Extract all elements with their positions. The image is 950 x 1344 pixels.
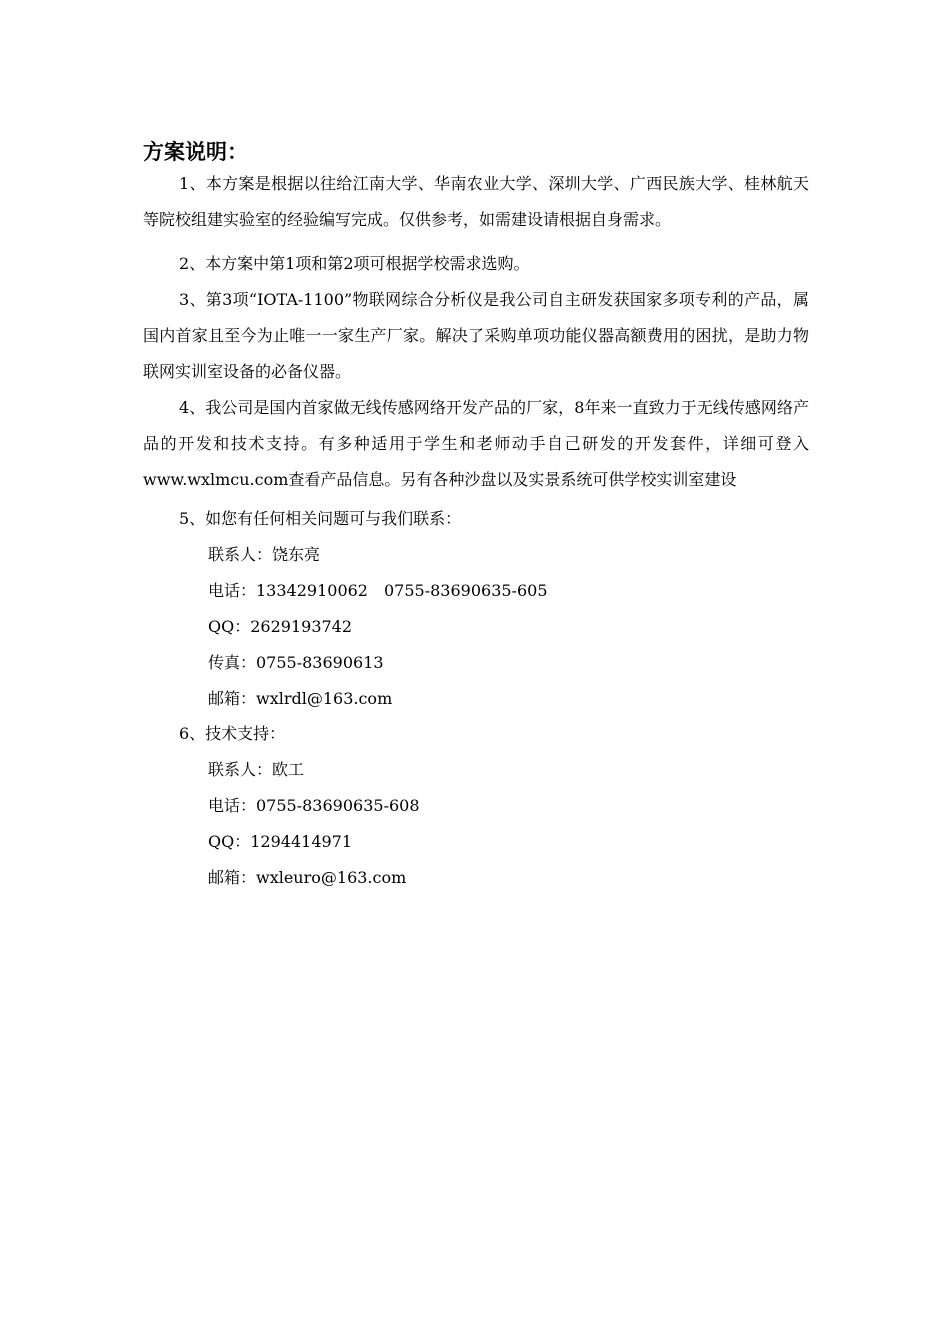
paragraph-item-3: 3、第3项“IOTA-1100”物联网综合分析仪是我公司自主研发获国家多项专利的产品，属国内首家且至今为止唯一一家生产厂家。解决了采购单项功能仪器高额费用的困扰，是助力物联网实训室设备的必备仪器。: [143, 290, 809, 381]
paragraph-item-1: 1、本方案是根据以往给江南大学、华南农业大学、深圳大学、广西民族大学、桂林航天等院校组建实验室的经验编写完成。仅供参考，如需建设请根据自身需求。: [143, 174, 809, 229]
contact-phone-main: 电话：13342910062: [208, 581, 368, 600]
section-heading: 方案说明：: [143, 140, 248, 164]
paragraph-item-2: 2、本方案中第1项和第2项可根据学校需求选购。: [179, 254, 530, 273]
paragraph-item-4: 4、我公司是国内首家做无线传感网络开发产品的厂家，8年来一直致力于无线传感网络产品的开发和技术支持。有多种适用于学生和老师动手自己研发的开发套件，详细可登入www.wxlmcu.com查看产品信息。另有各种沙盘以及实景系统可供学校实训室建设: [143, 398, 809, 489]
support-qq: QQ：1294414971: [208, 832, 353, 851]
support-person: 联系人：欧工: [208, 760, 305, 779]
contact-qq: QQ：2629193742: [208, 617, 353, 636]
contact-person: 联系人：饶东亮: [208, 545, 321, 564]
contact-email: 邮箱：wxlrdl@163.com: [208, 689, 393, 708]
support-section-title: 6、技术支持：: [179, 724, 286, 743]
support-email: 邮箱：wxleuro@163.com: [208, 868, 407, 887]
contact-fax: 传真：0755-83690613: [208, 653, 384, 672]
contact-phone: [208, 579, 548, 603]
contact-section-title: 5、如您有任何相关问题可与我们联系：: [179, 509, 462, 528]
support-phone: 电话：0755-83690635-608: [208, 796, 420, 815]
contact-phone-alt: 0755-83690635-605: [383, 581, 548, 600]
